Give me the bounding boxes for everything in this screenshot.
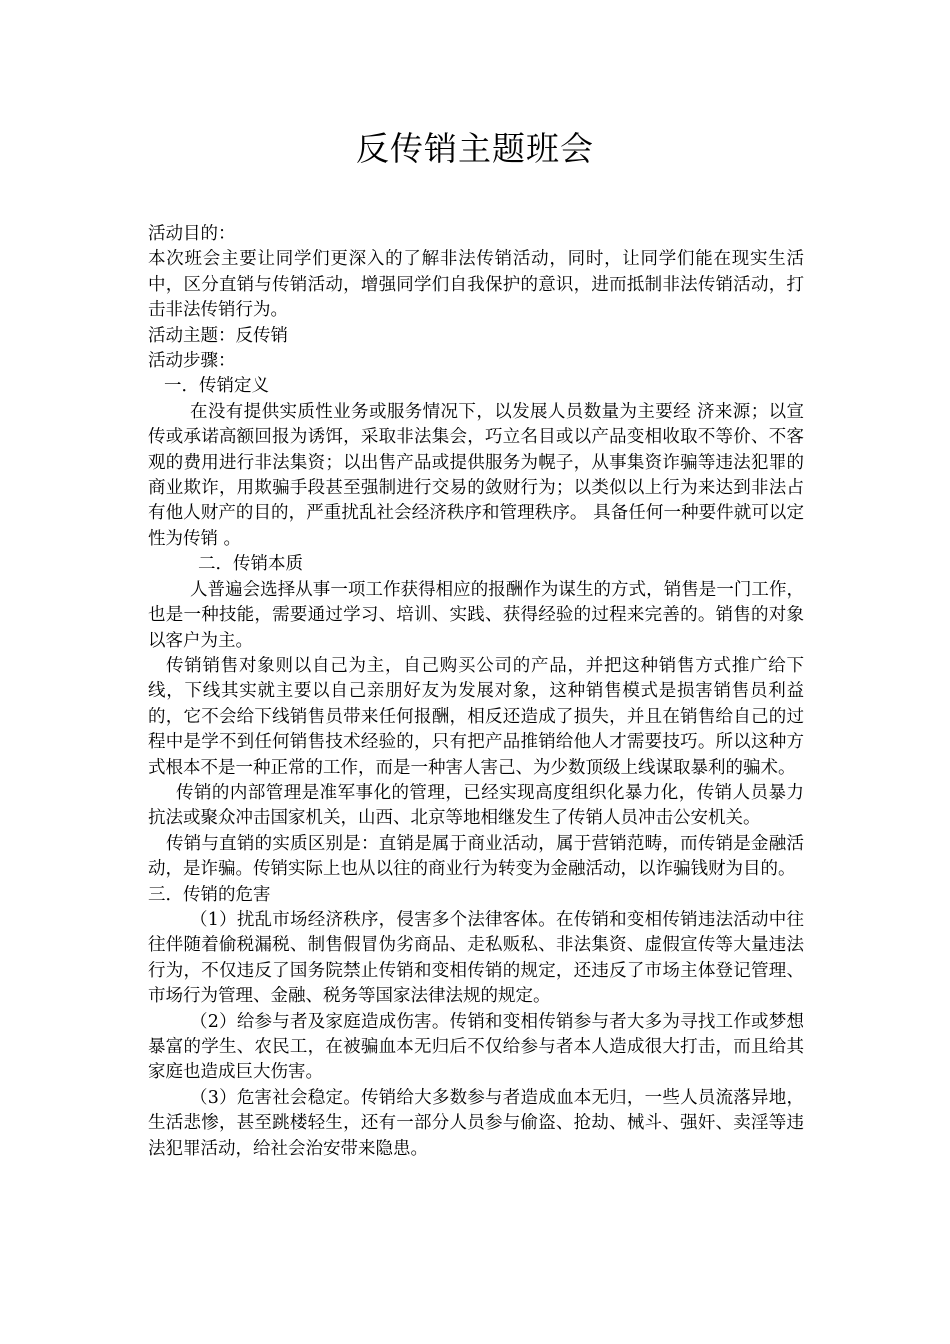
steps-heading: 活动步骤： — [148, 351, 236, 372]
purpose-heading: 活动目的： — [148, 224, 236, 244]
essence-paragraph-1: 人普遍会选择从事一项工作获得相应的报酬作为谋生的方式，销售是一门工作，也是一种技能，需要通过学习、培训、实践、获得经验的过程来完善的。销售的对象以客户为主。 — [148, 579, 804, 651]
document-title: 反传销主题班会 — [356, 129, 594, 168]
theme-line: 活动主题：反传销 — [148, 325, 288, 346]
purpose-paragraph: 本次班会主要让同学们更深入的了解非法传销活动，同时，让同学们能在现实生活中，区分直销与传销活动，增强同学们自我保护的意识，进而抵制非法传销活动，打击非法传销行为。 — [148, 249, 804, 321]
essence-paragraph-4: 传销与直销的实质区别是：直销是属于商业活动，属于营销范畴，而传销是金融活动，是诈骗。传销实际上也从以往的商业行为转变为金融活动，以诈骗钱财为目的。 — [148, 833, 804, 880]
harm-paragraph-2: （2）给参与者及家庭造成伤害。传销和变相传销参与者大多为寻找工作或梦想暴富的学生、农民工，在被骗血本无归后不仅给参与者本人造成很大打击，而且给其家庭也造成巨大伤害。 — [148, 1011, 804, 1083]
essence-paragraph-2: 传销销售对象则以自己为主，自己购买公司的产品，并把这种销售方式推广给下线，下线其实就主要以自己亲朋好友为发展对象，这种销售模式是损害销售员利益的，它不会给下线销售员带来任何报酬，相反还造成了损失，并且在销售给自己的过程中是学不到任何销售技术经验的，只有把产品推销给他人才需要技巧。所以这种方式根本不是一种正常的工作，而是一种害人害己、为少数顶级上线谋取暴利的骗术。 — [148, 655, 804, 778]
section-heading-definition: 一．传销定义 — [164, 376, 269, 397]
essence-paragraph-3: 传销的内部管理是准军事化的管理，已经实现高度组织化暴力化，传销人员暴力抗法或聚众冲击国家机关，山西、北京等地相继发生了传销人员冲击公安机关。 — [148, 782, 804, 829]
section-heading-essence: 二．传销本质 — [198, 554, 303, 575]
harm-paragraph-3: （3）危害社会稳定。传销给大多数参与者造成血本无归，一些人员流落异地，生活悲惨，甚至跳楼轻生，还有一部分人员参与偷盗、抢劫、械斗、强奸、卖淫等违法犯罪活动，给社会治安带来隐患。 — [148, 1087, 804, 1159]
definition-paragraph: 在没有提供实质性业务或服务情况下，以发展人员数量为主要经 济来源；以宣传或承诺高额回报为诱饵，采取非法集会，巧立名目或以产品变相收取不等价、不客观的费用进行非法集资；以出售产品或提供服务为幌子，从事集资诈骗等违法犯罪的商业欺诈，用欺骗手段甚至强制进行交易的敛财行为；以类似以上行为来达到非法占有他人财产的目的，严重扰乱社会经济秩序和管理秩序。 具备任何一种要件就可以定性为传销 。 — [148, 401, 804, 549]
document-body — [148, 222, 804, 1162]
harm-paragraph-1: （1）扰乱市场经济秩序，侵害多个法律客体。在传销和变相传销违法活动中往往伴随着偷税漏税、制售假冒伪劣商品、走私贩私、非法集资、虚假宣传等大量违法行为，不仅违反了国务院禁止传销和变相传销的规定，还违反了市场主体登记管理、市场行为管理、金融、税务等国家法律法规的规定。 — [148, 909, 804, 1007]
section-heading-harm: 三．传销的危害 — [148, 884, 271, 905]
